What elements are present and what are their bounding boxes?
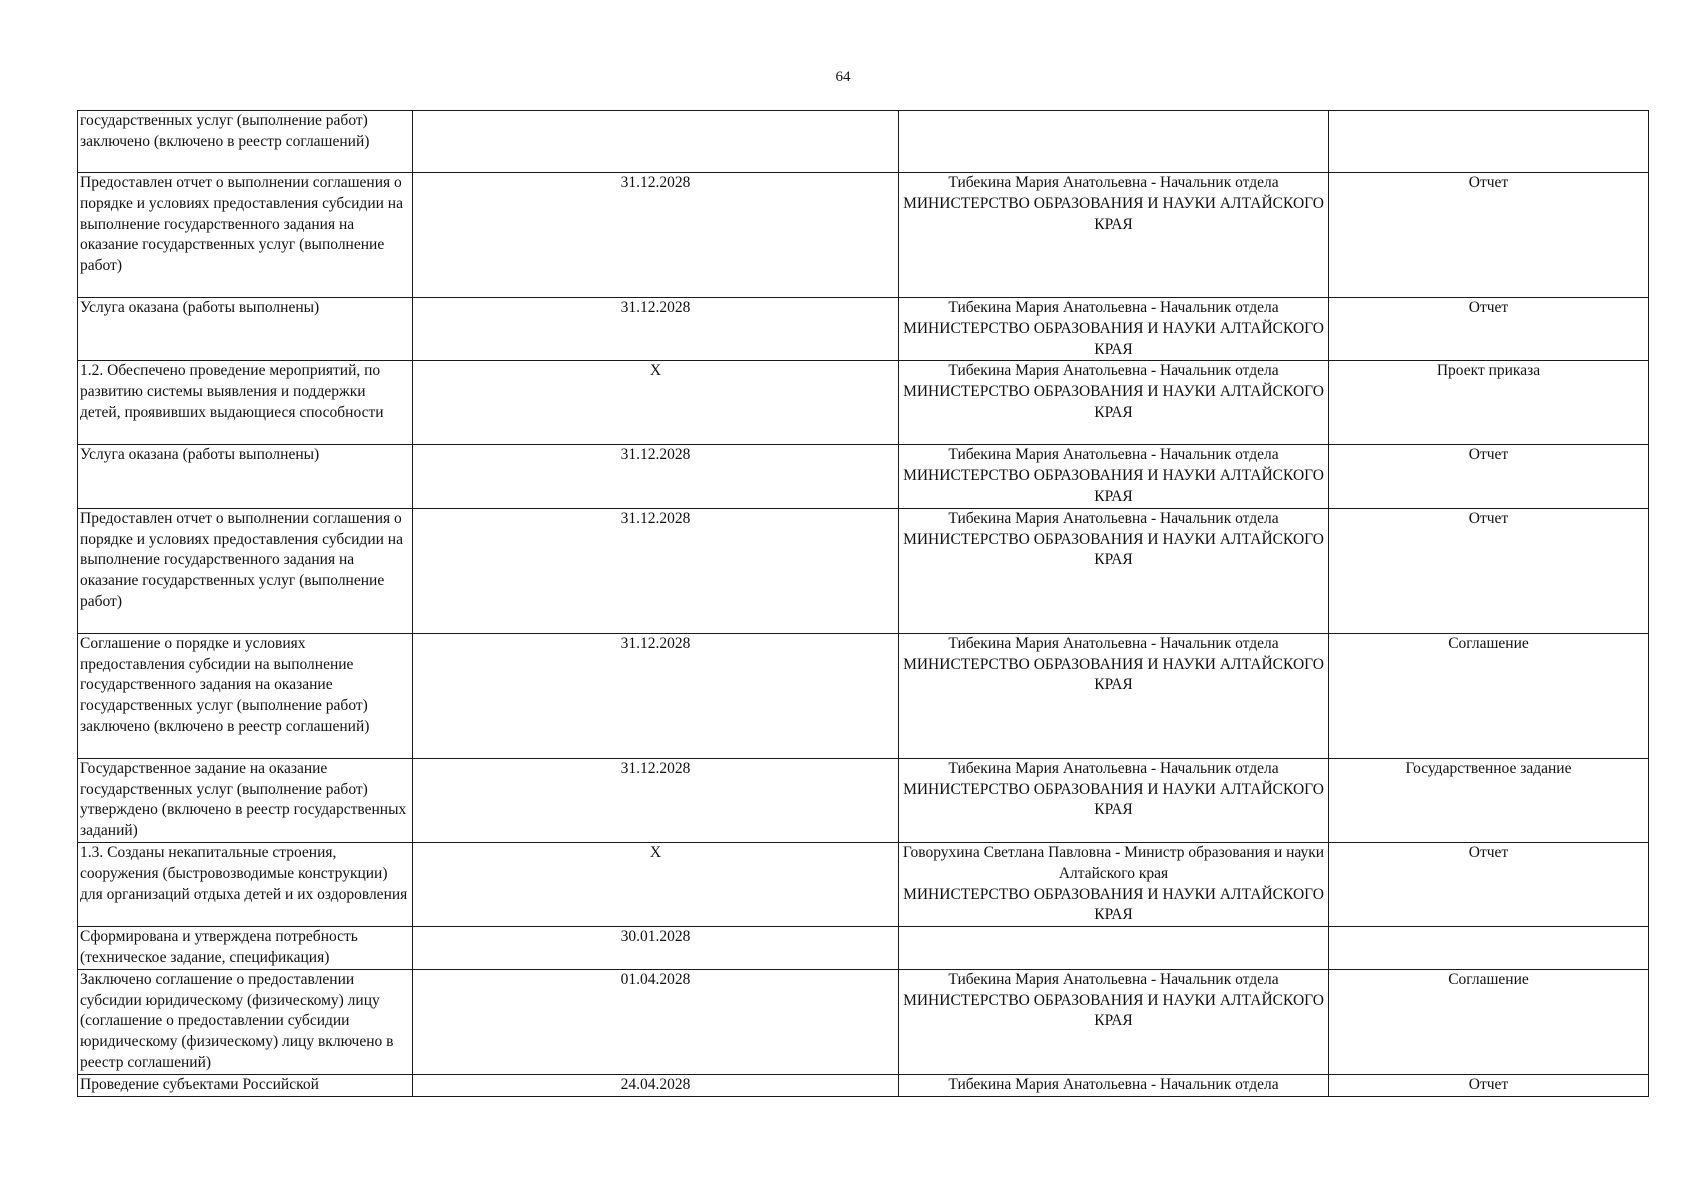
date-cell: 30.01.2028 (413, 927, 899, 970)
date-cell: 31.12.2028 (413, 633, 899, 758)
event-cell: Услуга оказана (работы выполнены) (78, 445, 413, 508)
document-cell (1329, 927, 1649, 970)
document-cell: Отчет (1329, 173, 1649, 298)
table-row (78, 1074, 1649, 1096)
responsible-cell (899, 111, 1329, 173)
document-cell: Отчет (1329, 1074, 1649, 1096)
event-cell: Соглашение о порядке и условиях предоставления субсидии на выполнение государственного задания на оказание государственных услуг (выполнение работ) заключено (включено в реестр соглашений) (78, 633, 413, 758)
responsible-cell (899, 298, 1329, 361)
table-row (78, 969, 1649, 1074)
responsible-line: МИНИСТЕРСТВО ОБРАЗОВАНИЯ И НАУКИ АЛТАЙСКОГО КРАЯ (903, 530, 1324, 569)
responsible-line: МИНИСТЕРСТВО ОБРАЗОВАНИЯ И НАУКИ АЛТАЙСКОГО КРАЯ (903, 991, 1324, 1030)
event-cell: Предоставлен отчет о выполнении соглашения о порядке и условиях предоставления субсидии на выполнение государственного задания на оказание государственных услуг (выполнение работ) (78, 173, 413, 298)
responsible-line: МИНИСТЕРСТВО ОБРАЗОВАНИЯ И НАУКИ АЛТАЙСКОГО КРАЯ (903, 467, 1324, 505)
table-row (78, 508, 1649, 633)
responsible-line: Говорухина Светлана Павловна - Министр образования и науки Алтайского края (902, 843, 1325, 882)
date-cell: 24.04.2028 (413, 1074, 899, 1096)
event-cell: Государственное задание на оказание государственных услуг (выполнение работ) утверждено (включено в реестр государственных заданий) (78, 758, 413, 842)
responsible-line: Тибекина Мария Анатольевна - Начальник отдела (948, 759, 1279, 777)
responsible-cell (899, 361, 1329, 445)
event-cell: 1.2. Обеспечено проведение мероприятий, по развитию системы выявления и поддержки детей, проявивших выдающиеся способности (78, 361, 413, 445)
responsible-cell (899, 633, 1329, 758)
responsible-cell (899, 842, 1329, 926)
document-cell: Отчет (1329, 508, 1649, 633)
document-cell: Проект приказа (1329, 361, 1649, 445)
responsible-cell (899, 508, 1329, 633)
date-cell: 31.12.2028 (413, 758, 899, 842)
event-cell: Проведение субъектами Российской (78, 1074, 413, 1096)
responsible-line: Тибекина Мария Анатольевна - Начальник отдела (948, 174, 1279, 191)
responsible-cell (899, 1074, 1329, 1096)
event-cell: Услуга оказана (работы выполнены) (78, 298, 413, 361)
document-cell: Соглашение (1329, 633, 1649, 758)
date-cell: 31.12.2028 (413, 508, 899, 633)
date-cell: X (413, 361, 899, 445)
date-cell: X (413, 842, 899, 926)
responsible-line: МИНИСТЕРСТВО ОБРАЗОВАНИЯ И НАУКИ АЛТАЙСКОГО КРАЯ (903, 655, 1324, 694)
table-row (78, 633, 1649, 758)
date-cell: 01.04.2028 (413, 969, 899, 1074)
responsible-line: Тибекина Мария Анатольевна - Начальник отдела (948, 634, 1279, 652)
date-cell: 31.12.2028 (413, 173, 899, 298)
document-cell: Отчет (1329, 298, 1649, 361)
responsible-cell (899, 173, 1329, 298)
document-cell (1329, 111, 1649, 173)
responsible-line: МИНИСТЕРСТВО ОБРАЗОВАНИЯ И НАУКИ АЛТАЙСКОГО КРАЯ (903, 194, 1324, 233)
responsible-cell (899, 758, 1329, 842)
table-row (78, 298, 1649, 361)
responsible-line: МИНИСТЕРСТВО ОБРАЗОВАНИЯ И НАУКИ АЛТАЙСКОГО КРАЯ (903, 319, 1324, 358)
plan-table (77, 110, 1649, 1097)
responsible-line: Тибекина Мария Анатольевна - Начальник отдела (948, 299, 1279, 316)
responsible-line: МИНИСТЕРСТВО ОБРАЗОВАНИЯ И НАУКИ АЛТАЙСКОГО КРАЯ (903, 383, 1324, 421)
document-cell: Отчет (1329, 445, 1649, 508)
plan-table-body (78, 111, 1649, 1097)
date-cell: 31.12.2028 (413, 445, 899, 508)
responsible-line: МИНИСТЕРСТВО ОБРАЗОВАНИЯ И НАУКИ АЛТАЙСКОГО КРАЯ (903, 780, 1324, 819)
event-cell: государственных услуг (выполнение работ) заключено (включено в реестр соглашений) (78, 111, 413, 173)
responsible-line: Тибекина Мария Анатольевна - Начальник отдела (948, 970, 1279, 988)
date-cell (413, 111, 899, 173)
event-cell: Сформирована и утверждена потребность (техническое задание, спецификация) (78, 927, 413, 970)
document-cell: Отчет (1329, 842, 1649, 926)
table-row (78, 173, 1649, 298)
responsible-line: Тибекина Мария Анатольевна - Начальник отдела (948, 509, 1279, 527)
page-number: 64 (835, 69, 851, 85)
event-cell: Заключено соглашение о предоставлении субсидии юридическому (физическому) лицу (соглашение о предоставлении субсидии юридическому (физическому) лицу включено в реестр соглашений) (78, 969, 413, 1074)
table-row (78, 758, 1649, 842)
date-cell: 31.12.2028 (413, 298, 899, 361)
table-row (78, 842, 1649, 926)
table-row (78, 111, 1649, 173)
responsible-cell (899, 927, 1329, 970)
document-cell: Соглашение (1329, 969, 1649, 1074)
responsible-cell (899, 445, 1329, 508)
table-row (78, 361, 1649, 445)
table-row (78, 927, 1649, 970)
document-cell: Государственное задание (1329, 758, 1649, 842)
responsible-line: Тибекина Мария Анатольевна - Начальник отдела (948, 446, 1279, 464)
responsible-line: Тибекина Мария Анатольевна - Начальник отдела (948, 362, 1279, 380)
responsible-cell (899, 969, 1329, 1074)
table-row (78, 445, 1649, 508)
responsible-line: МИНИСТЕРСТВО ОБРАЗОВАНИЯ И НАУКИ АЛТАЙСКОГО КРАЯ (903, 885, 1324, 924)
event-cell: 1.3. Созданы некапитальные строения, сооружения (быстровозводимые конструкции) для организаций отдыха детей и их оздоровления (78, 842, 413, 926)
event-cell: Предоставлен отчет о выполнении соглашения о порядке и условиях предоставления субсидии на выполнение государственного задания на оказание государственных услуг (выполнение работ) (78, 508, 413, 633)
responsible-line: Тибекина Мария Анатольевна - Начальник отдела (948, 1075, 1279, 1093)
